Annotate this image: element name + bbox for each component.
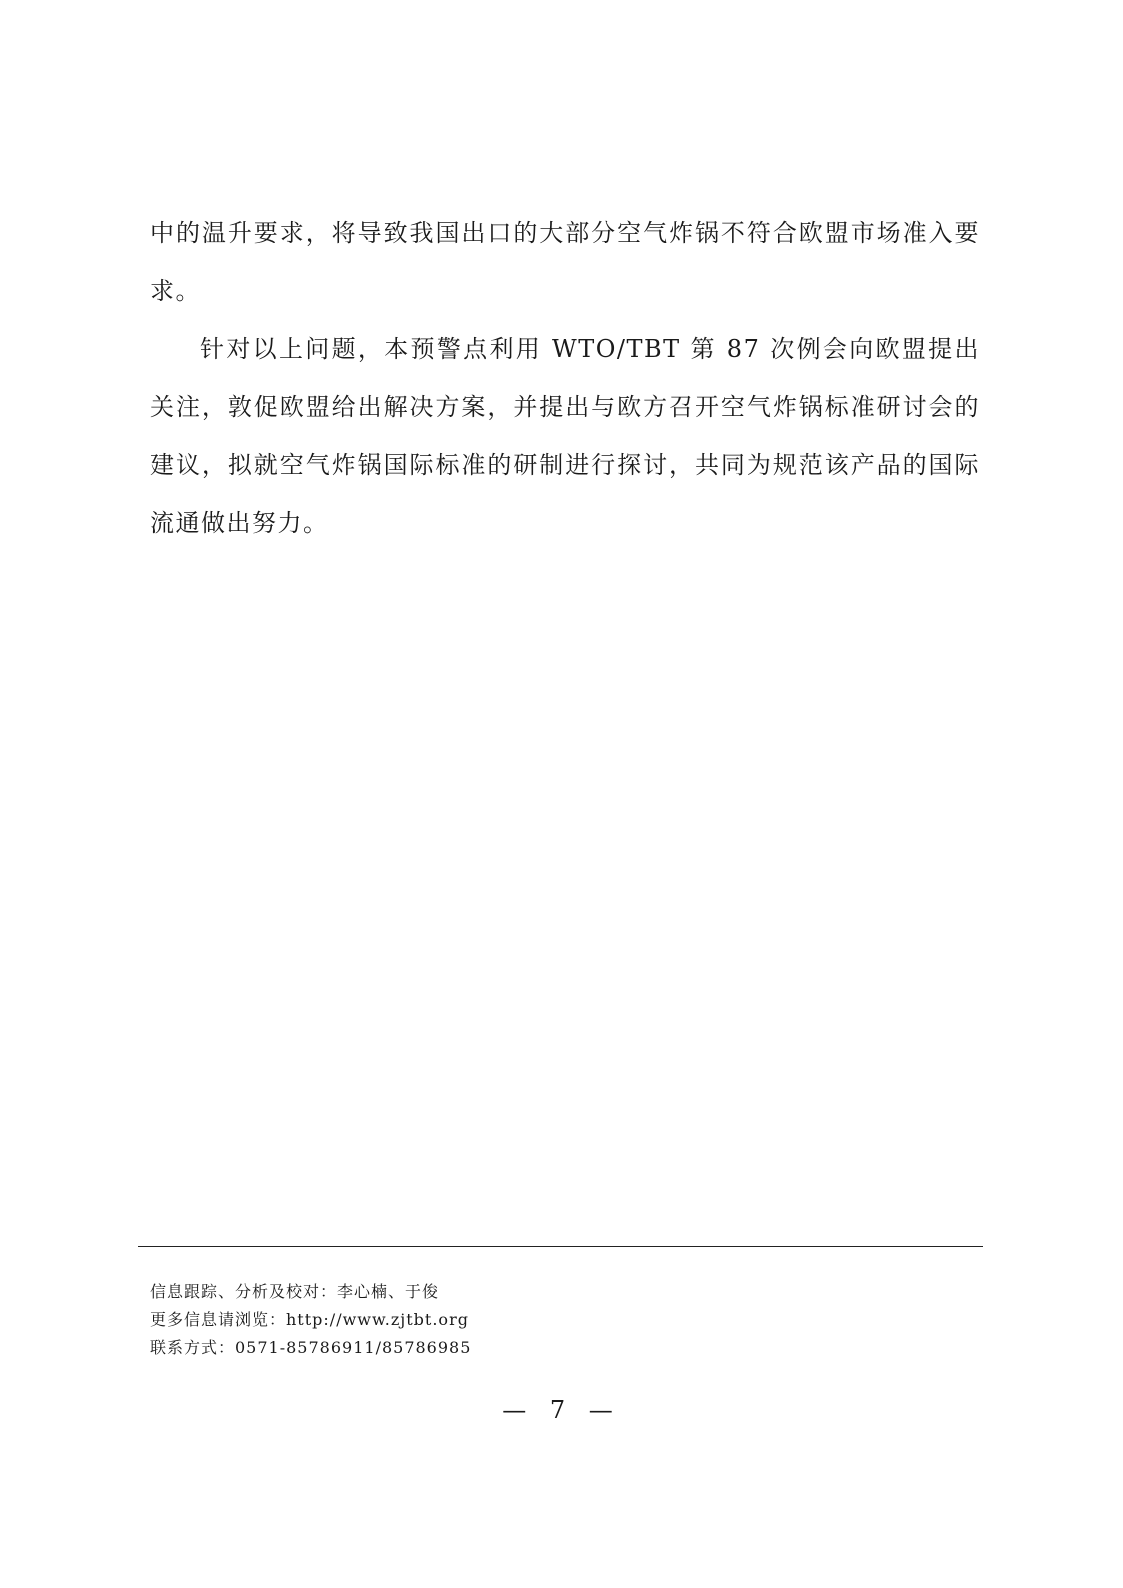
footnote-tracking: 信息跟踪、分析及校对：李心楠、于俊: [150, 1282, 440, 1301]
footnote: [150, 1278, 850, 1362]
footnote-website: 更多信息请浏览：http://www.zjtbt.org: [150, 1310, 469, 1329]
footnote-divider: [138, 1246, 983, 1247]
body-text: [150, 204, 980, 552]
paragraph-action: 针对以上问题，本预警点利用 WTO/TBT 第 87 次例会向欧盟提出关注，敦促欧盟给出解决方案，并提出与欧方召开空气炸锅标准研讨会的建议，拟就空气炸锅国际标准的研制进行探讨，共同为规范该产品的国际流通做出努力。: [150, 335, 980, 537]
footnote-contact: 联系方式：0571-85786911/85786985: [150, 1338, 472, 1357]
page-number: — 7 —: [502, 1396, 621, 1424]
paragraph-continuation: 中的温升要求，将导致我国出口的大部分空气炸锅不符合欧盟市场准入要求。: [150, 219, 980, 305]
